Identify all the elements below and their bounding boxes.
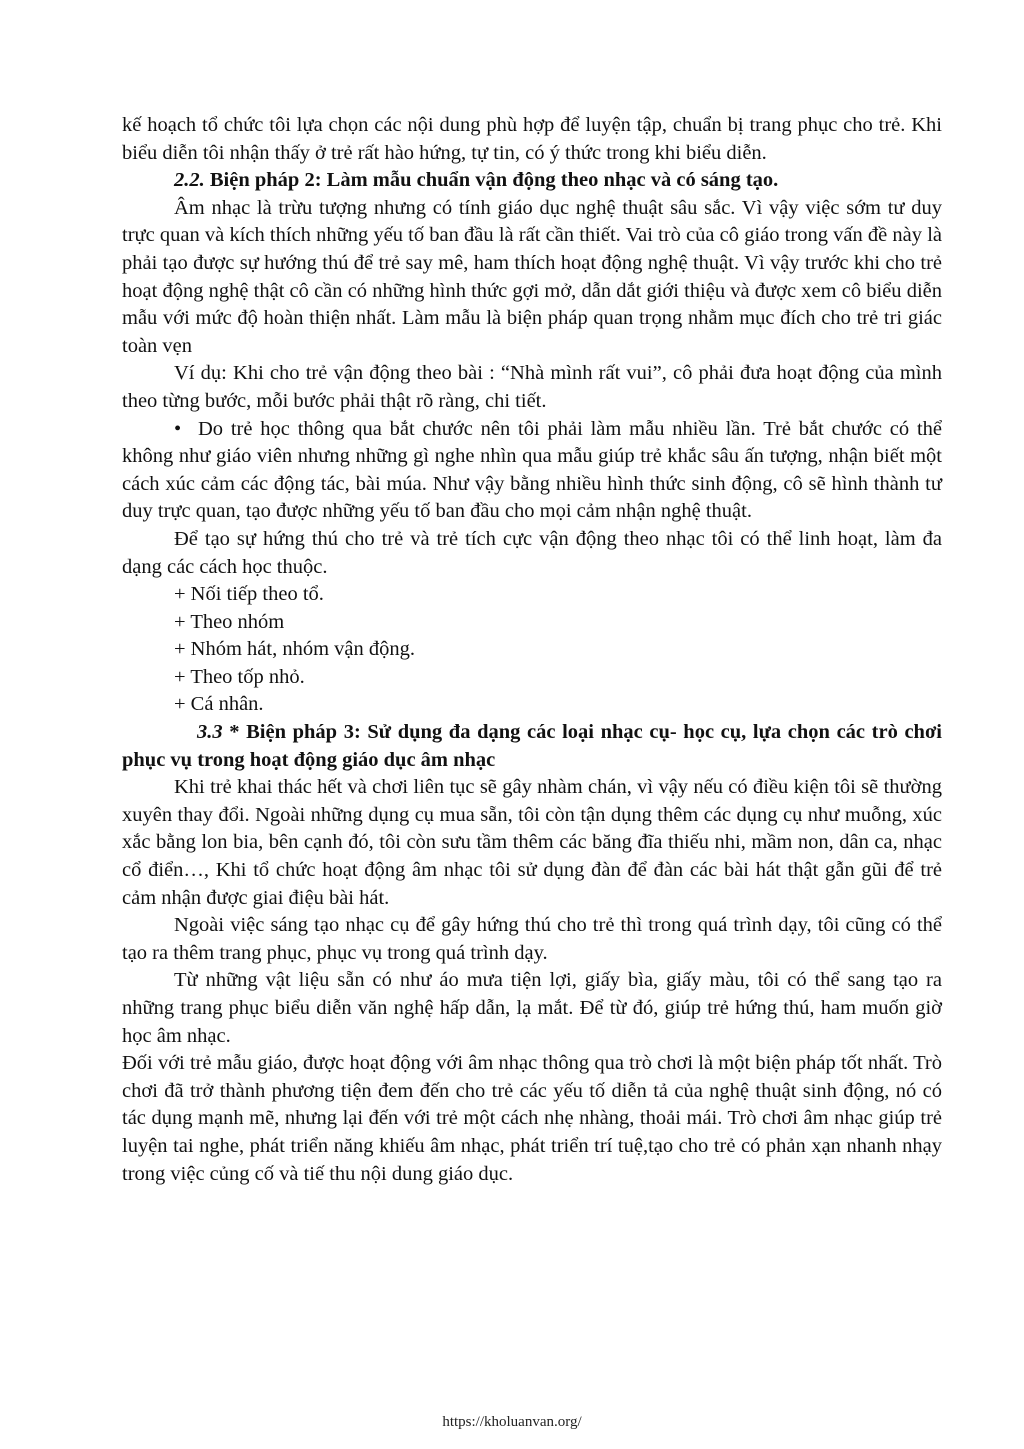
section-heading (122, 167, 942, 195)
bullet-icon: • (174, 417, 182, 440)
list-item: + Cá nhân. (174, 693, 264, 716)
paragraph: Ngoài việc sáng tạo nhạc cụ để gây hứng thú cho trẻ thì trong quá trình dạy, tôi cũng có thể tạo ra thêm trang phục, phục vụ trong quá trình dạy. (122, 914, 942, 964)
paragraph: Từ những vật liệu sẵn có như áo mưa tiện lợi, giấy bìa, giấy màu, tôi có thể sang tạo ra những trang phục biểu diễn văn nghệ hấp dẫn, lạ mắt. Để từ đó, giúp trẻ hứng thú, ham muốn giờ học âm nhạc. (122, 969, 942, 1047)
list-item: + Nhóm hát, nhóm vận động. (174, 638, 416, 661)
footer-url: https://kholuanvan.org/ (442, 1414, 582, 1430)
paragraph: Khi trẻ khai thác hết và chơi liên tục sẽ gây nhàm chán, vì vậy nếu có điều kiện tôi sẽ thường xuyên thay đổi. Ngoài những dụng cụ mua sẵn, tôi còn tận dụng thêm các dụng cụ như muỗng, xúc xắc bằng lon bia, bên cạnh đó, tôi còn sưu tầm thêm các băng đĩa thiếu nhi, mầm non, dân ca, nhạc cổ điển…, Khi tổ chức hoạt động âm nhạc tôi sử dụng đàn để đàn các bài hát thật gẫn gũi để trẻ cảm nhận được giai điệu bài hát. (122, 776, 942, 909)
paragraph: Để tạo sự hứng thú cho trẻ và trẻ tích cực vận động theo nhạc tôi có thể linh hoạt, làm đa dạng các cách học thuộc. (122, 527, 942, 578)
paragraph: Ví dụ: Khi cho trẻ vận động theo bài : “Nhà mình rất vui”, cô phải đưa hoạt động của mình theo từng bước, mỗi bước phải thật rõ ràng, chi tiết. (122, 362, 942, 412)
paragraph: Đối với trẻ mẫu giáo, được hoạt động với âm nhạc thông qua trò chơi là một biện pháp tốt nhất. Trò chơi đã trở thành phương tiện đem đến cho trẻ các yếu tố diễn tả của nghệ thuật sinh động, nó có tác dụng mạnh mẽ, nhưng lại đến với trẻ một cách nhẹ nhàng, thoải mái. Trò chơi âm nhạc giúp trẻ luyện tai nghe, phát triển năng khiếu âm nhạc, phát triển trí tuệ,tạo cho trẻ có phản xạn nhanh nhạy trong việc củng cố và tiế thu nội dung giáo dục. (122, 1052, 942, 1185)
list-item: + Theo nhóm (174, 610, 285, 633)
bullet-paragraph (122, 416, 942, 526)
list-item: + Theo tốp nhỏ. (174, 665, 305, 688)
paragraph: kế hoạch tổ chức tôi lựa chọn các nội dung phù hợp để luyện tập, chuẩn bị trang phục cho trẻ. Khi biểu diễn tôi nhận thấy ở trẻ rất hào hứng, tự tin, có ý thức trong khi biểu diễn. (122, 114, 942, 164)
document-page (122, 112, 942, 1188)
section-number: 3.3 (197, 721, 223, 744)
list-item: + Nối tiếp theo tổ. (174, 583, 324, 606)
section-heading (122, 719, 942, 774)
section-title: * Biện pháp 3: Sử dụng đa dạng các loại nhạc cụ- học cụ, lựa chọn các trò chơi phục vụ trong hoạt động giáo dục âm nhạc (122, 721, 942, 771)
section-title: Biện pháp 2: Làm mẫu chuẩn vận động theo nhạc và có sáng tạo. (204, 169, 779, 192)
section-number: 2.2. (174, 169, 205, 192)
paragraph: Âm nhạc là trừu tượng nhưng có tính giáo dục nghệ thuật sâu sắc. Vì vậy việc sớm tư duy trực quan và kích thích những yếu tố ban đầu là rất cần thiết. Vai trò của cô giáo trong vấn đề này là phải tạo được sự hướng thú để trẻ say mê, ham thích hoạt động nghệ thuật. Vì vậy trước khi cho trẻ hoạt động nghệ thật cô cần có những hình thức gợi mở, dẫn dắt giới thiệu và được xem cô biểu diễn mẫu với mức độ hoàn thiện nhất. Làm mẫu là biện pháp quan trọng nhằm mục đích cho trẻ tri giác toàn vẹn (122, 196, 942, 357)
bullet-text: Do trẻ học thông qua bắt chước nên tôi phải làm mẫu nhiều lần. Trẻ bắt chước có thể không như giáo viên nhưng những gì nghe nhìn qua mẫu giúp trẻ khắc sâu ấn tượng, nhận biết một cách xúc cảm các động tác, bài múa. Như vậy bằng nhiều hình thức sinh động, cô sẽ hình thành tư duy trực quan, tạo được những yếu tố ban đầu cho mọi cảm nhận nghệ thuật. (122, 417, 942, 523)
